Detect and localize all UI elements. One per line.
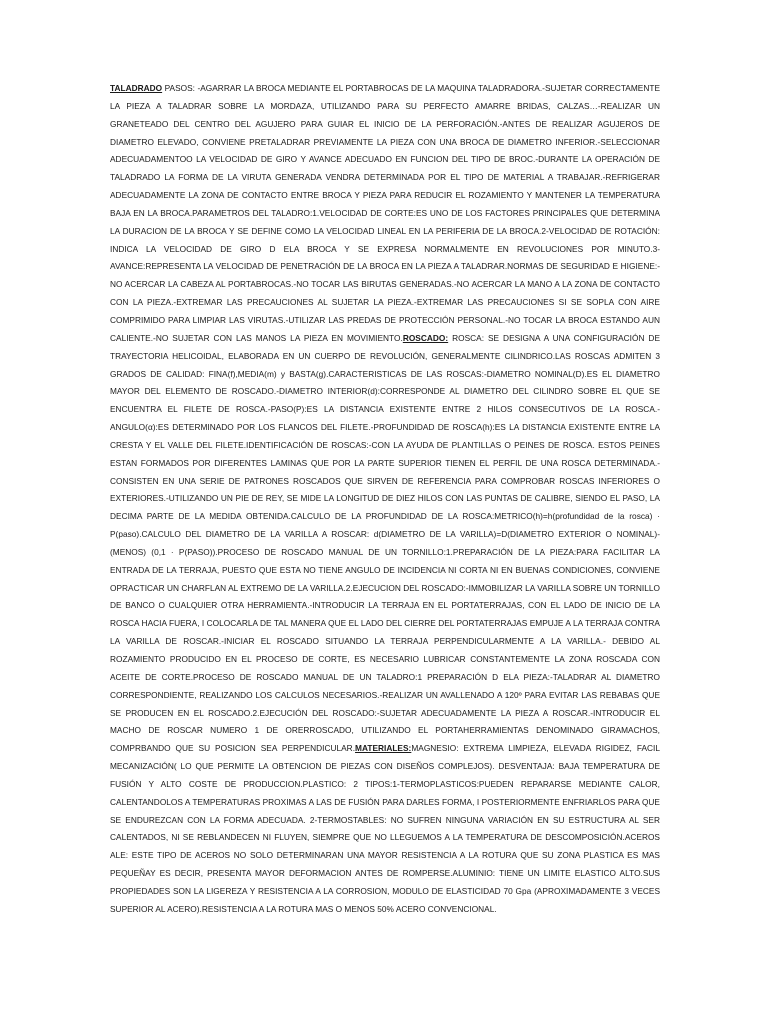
heading-materiales: MATERIALES: <box>355 743 412 754</box>
heading-taladrado: TALADRADO <box>110 83 163 93</box>
body-text-materiales: MAGNESIO: EXTREMA LIMPIEZA, ELEVADA RIGIDEZ, FACIL MECANIZACIÓN( LO QUE PERMITE LA OBTENCION DE PIEZAS CON DISEÑOS COMPLEJOS). DESVENTAJA: BAJA TEMPERATURA DE FUSIÓN Y ALTO COSTE DE PRODUCCION.PLASTICO: 2 TIPOS:1-TERMOPLASTICOS:PUEDEN REPARARSE MEDIANTE CALOR, CALENTANDOLOS A TEMPERATURAS PROXIMAS A LAS DE FUSIÓN PARA DARLES FORMA, I POSTERIORMENTE ENFRIARLOS PARA QUE SE ENDUREZCAN CON LA FORMA ADECUADA. 2-TERMOSTABLES: NO SUFREN NINGUNA VARIACIÓN EN SU ESTRUCTURA AL SER CALENTADOS, NI SE REBLANDECEN NI FLUYEN, SIEMPRE QUE NO LLEGUEMOS A LA TEMPERATURA DE DESCOMPOSICIÓN.ACEROS ALE: ESTE TIPO DE ACEROS NO SOLO DETERMINARAN UNA MAYOR RESISTENCIA A LA ROTURA QUE SU ZONA PLASTICA ES MAS PEQUEÑAY ES DECIR, PRESENTA MAYOR DEFORMACION ANTES DE ROMPERSE.ALUMINIO: TIENE UN LIMITE ELASTICO ALTO.SUS PROPIEDADES SON LA LIGEREZA Y RESISTENCIA A LA CORROSION, MODULO DE ELASTICIDAD 70 Gpa (APROXIMADAMENTE 3 VECES SUPERIOR AL ACERO).RESISTENCIA A LA ROTURA MAS O MENOS 50% ACERO CONVENCIONAL. <box>110 743 660 914</box>
heading-roscado: ROSCADO: <box>402 332 449 343</box>
document-page <box>110 80 660 919</box>
body-text-roscado: ROSCA: SE DESIGNA A UNA CONFIGURACIÓN DE TRAYECTORIA HELICOIDAL, ELABORADA EN UN CUERPO DE REVOLUCIÓN, GENERALMENTE CILINDRICO.LAS ROSCAS ADMITEN 3 GRADOS DE CALIDAD: FINA(f),MEDIA(m) y BASTA(g).CARACTERISTICAS DE LAS ROSCAS:-DIAMETRO NOMINAL(D).ES EL DIAMETRO MAYOR DEL ELEMENTO DE ROSCADO.-DIAMETRO INTERIOR(d):CORRESPONDE AL DIAMETRO DEL CILINDRO SOBRE EL QUE SE ENCUENTRA EL FILETE DE ROSCA.-PASO(P):ES LA DISTANCIA EXISTENTE ENTRE 2 HILOS CONSECUTIVOS DE LA ROSCA.-ANGULO(α):ES DETERMINADO POR LOS FLANCOS DEL FILETE.-PROFUNDIDAD DE ROSCA(h):ES LA DISTANCIA EXISTENTE ENTRE LA CRESTA Y EL VALLE DEL FILETE.IDENTIFICACIÓN DE ROSCAS:-CON LA AYUDA DE PLANTILLAS O PEINES DE ROSCA. ESTOS PEINES ESTAN FORMADOS POR DIFERENTES LAMINAS QUE POR LA PARTE SUPERIOR TIENEN EL PERFIL DE UNA ROSCA DETERMINADA.-CONSISTEN EN UNA SERIE DE PATRONES ROSCADOS QUE SIRVEN DE REFERENCIA PARA COMPROBAR ROSCAS INFERIORES O EXTERIORES.-UTILIZANDO UN PIE DE REY, SE MIDE LA LONGITUD DE DIEZ HILOS CON LAS PUNTAS DE CALIBRE, SIENDO EL PASO, LA DECIMA PARTE DE LA MEDIDA OBTENIDA.CALCULO DE LA PROFUNDIDAD DE LA ROSCA:METRICO(h)=h(profundidad de la rosca) · P(paso).CALCULO DEL DIAMETRO DE LA VARILLA A ROSCAR: d(DIAMETRO DE LA VARILLA)=D(DIAMETRO EXTERIOR O NOMINAL)-(MENOS) (0,1 · P(PASO)).PROCESO DE ROSCADO MANUAL DE UN TORNILLO:1.PREPARACIÓN DE LA PIEZA:PARA FACILITAR LA ENTRADA DE LA TERRAJA, PUESTO QUE ESTA NO TIENE ANGULO DE INCIDENCIA NI CORTA NI EN BUENAS CONDICIONES, CONVIENE OPRACTICAR UN CHARFLAN AL EXTREMO DE LA VARILLA.2.EJECUCION DEL ROSCADO:-IMMOBILIZAR LA VARILLA SOBRE UN TORNILLO DE BANCO O CUALQUIER OTRA HERRAMIENTA.-INTRODUCIR LA TERRAJA EN EL PORTATERRAJAS, CON EL LADO DE INICIO DE LA ROSCA HACIA FUERA, I COLOCARLA DE TAL MANERA QUE EL LADO DEL CIERRE DEL PORTATERRAJAS EMPUJE A LA TERRAJA CONTRA LA VARILLA DE ROSCAR.-INICIAR EL ROSCADO SITUANDO LA TERRAJA PERPENDICULARMENTE A LA VARILLA.- DEBIDO AL ROZAMIENTO PRODUCIDO EN EL PROCESO DE CORTE, ES NECESARIO LUBRICAR CONSTANTEMENTE LA ZONA ROSCADA CON ACEITE DE CORTE.PROCESO DE ROSCADO MANUAL DE UN TALADRO:1 PREPARACIÓN D ELA PIEZA:-TALADRAR AL DIAMETRO CORRESPONDIENTE, REALIZANDO LOS CALCULOS NECESARIOS.-REALIZAR UN AVALLENADO A 120º PARA EVITAR LAS REBABAS QUE SE PRODUCEN EN EL ROSCADO.2.EJECUCIÓN DEL ROSCADO:-SUJETAR ADECUADAMENTE LA PIEZA A ROSCAR.-INTRODUCIR EL MACHO DE ROSCAR NUMERO 1 DE ORERROSCADO, UTILIZANDO EL PORTAHERRAMIENTAS DENOMINADO GIRAMACHOS, COMPRBANDO QUE SU POSICION SEA PERPENDICULAR. <box>110 332 660 754</box>
document-paragraph <box>110 80 660 919</box>
body-text-taladrado: PASOS: -AGARRAR LA BROCA MEDIANTE EL PORTABROCAS DE LA MAQUINA TALADRADORA.-SUJETAR CORRECTAMENTE LA PIEZA A TALADRAR SOBRE LA MORDAZA, UTILIZANDO PARA SU PERFECTO AMARRE BRIDAS, CALZAS…-REALIZAR UN GRANETEADO DEL CENTRO DEL AGUJERO PARA GUIAR EL INICIO DE LA PERFORACIÓN.-ANTES DE REALIZAR AGUJEROS DE DIAMETRO ELEVADO, CONVIENE PRETALADRAR PREVIAMENTE LA PIEZA CON UNA BROCA DE DIAMETRO INFERIOR.-SELECCIONAR ADECUADAMENTOO LA VELOCIDAD DE GIRO Y AVANCE ADECUADO EN FUNCION DEL TIPO DE BROC.-DURANTE LA OPERACIÓN DE TALADRADO LA FORMA DE LA VIRUTA GENERADA VENDRA DETERMINADA POR EL TIPO DE MATERIAL A TRABAJAR.-REFRIGERAR ADECUADAMENTE LA ZONA DE CONTACTO ENTRE BROCA Y PIEZA PARA REDUCIR EL ROZAMIENTO Y MANTENER LA TEMPERATURA BAJA EN LA BROCA.PARAMETROS DEL TALADRO:1.VELOCIDAD DE CORTE:ES UNO DE LOS FACTORES PRINCIPALES QUE DETERMINA LA DURACION DE LA BROCA Y SE DEFINE COMO LA VELOCIDAD LINEAL EN LA PERIFERIA DE LA BROCA.2-VELOCIDAD DE ROTACIÓN: INDICA LA VELOCIDAD DE GIRO D ELA BROCA Y SE EXPRESA NORMALMENTE EN REVOLUCIONES POR MINUTO.3-AVANCE:REPRESENTA LA VELOCIDAD DE PENETRACIÓN DE LA BROCA EN LA PIEZA A TALADRAR.NORMAS DE SEGURIDAD E HIGIENE:-NO ACERCAR LA CABEZA AL PORTABROCAS.-NO TOCAR LAS BIRUTAS GENERADAS.-NO ACERCAR LA MANO A LA ZONA DE CONTACTO CON LA PIEZA.-EXTREMAR LAS PRECAUCIONES AL SUJETAR LA PIEZA.-EXTREMAR LAS PRECAUCIONES SI SE SOPLA CON AIRE COMPRIMIDO PARA LIMPIAR LAS VIRUTAS.-UTILIZAR LAS PREDAS DE PROTECCIÓN PERSONAL.-NO TOCAR LA BROCA ESTANDO AUN CALIENTE.-NO SUJETAR CON LAS MANOS LA PIEZA EN MOVIMIENTO. <box>110 83 660 343</box>
